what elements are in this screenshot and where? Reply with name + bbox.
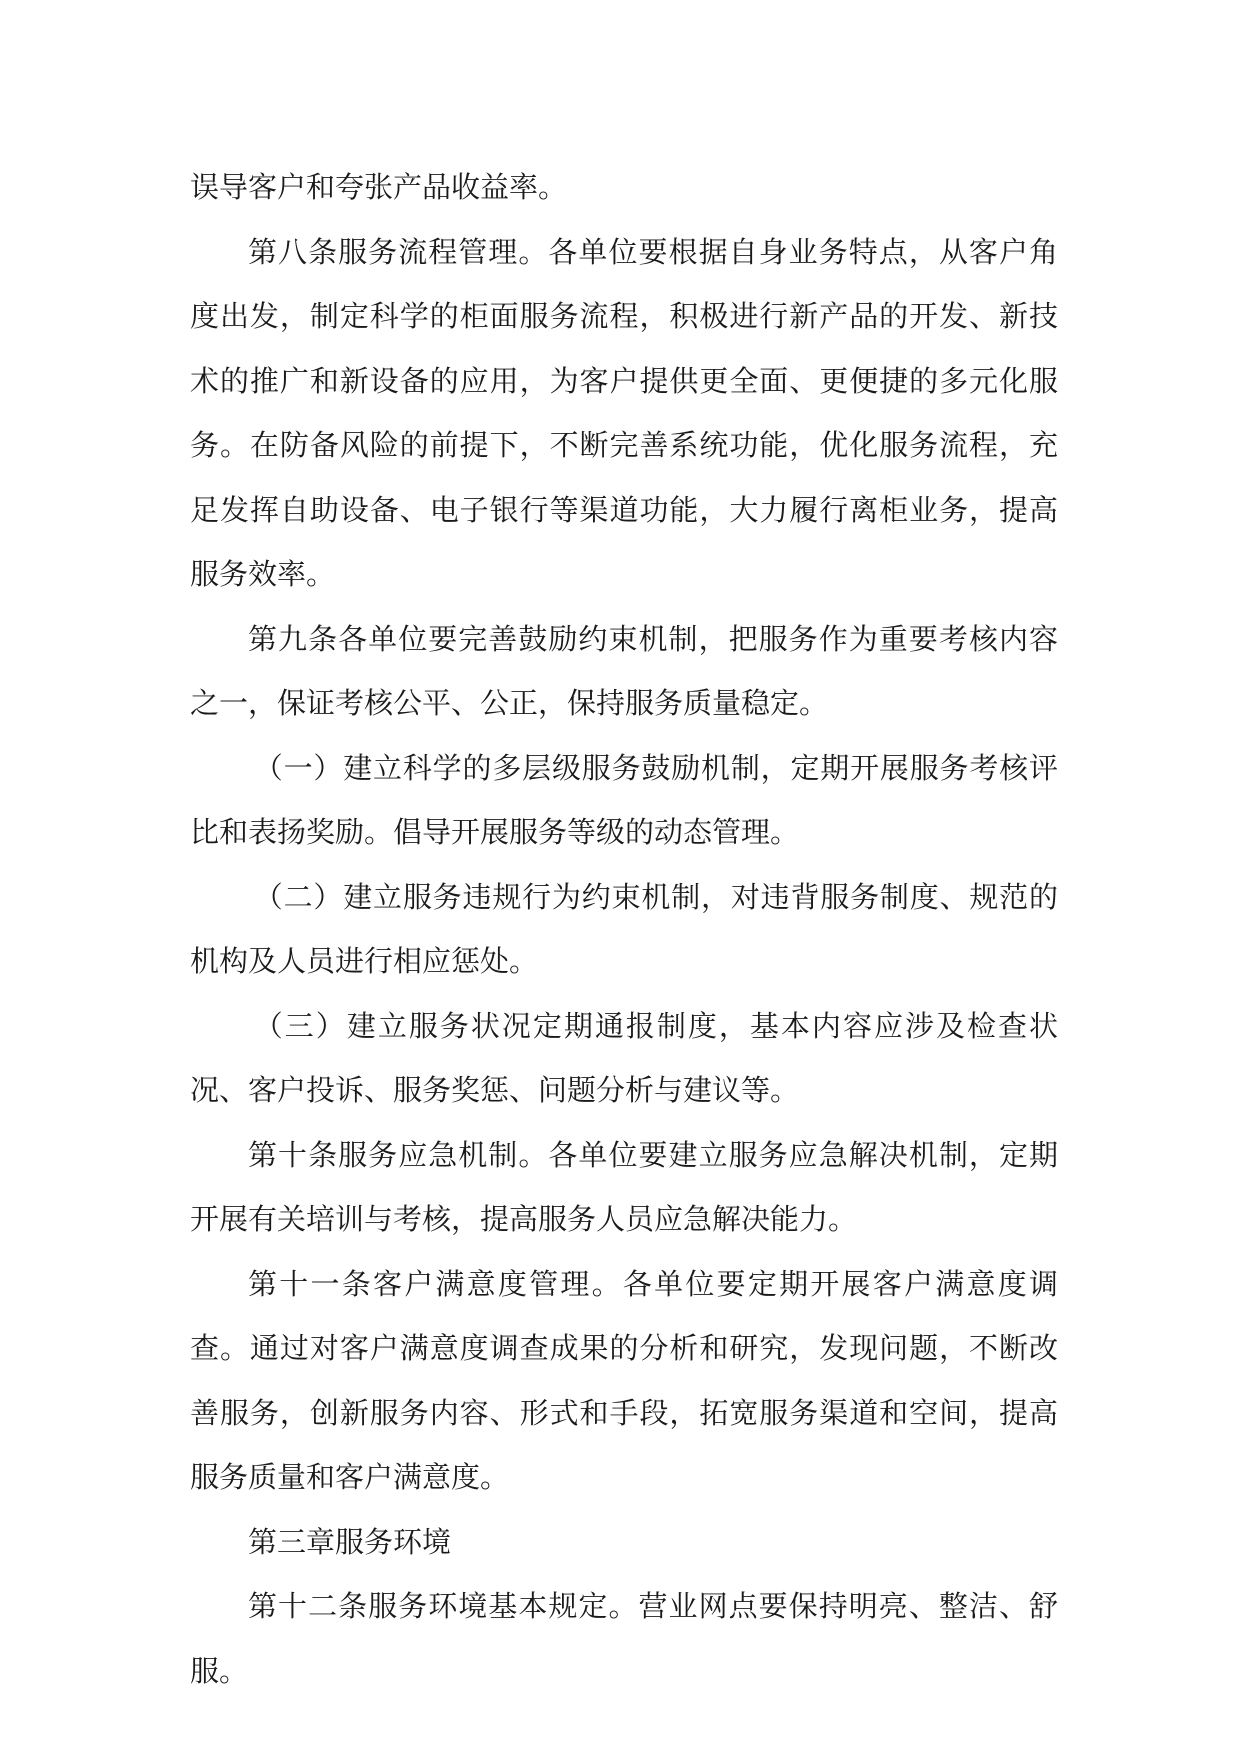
article-12-paragraph: 第十二条服务环境基本规定。营业网点要保持明亮、整洁、舒服。: [190, 1589, 1058, 1688]
article-9-paragraph: 第九条各单位要完善鼓励约束机制，把服务作为重要考核内容之一，保证考核公平、公正，保持服务质量稳定。: [190, 621, 1058, 720]
article-9-item-3: （三）建立服务状况定期通报制度，基本内容应涉及检查状况、客户投诉、服务奖惩、问题分析与建议等。: [190, 1008, 1058, 1107]
document-body: [190, 155, 1058, 1703]
article-11-paragraph: 第十一条客户满意度管理。各单位要定期开展客户满意度调查。通过对客户满意度调查成果的分析和研究，发现问题，不断改善服务，创新服务内容、形式和手段，拓宽服务渠道和空间，提高服务质量和客户满意度。: [190, 1266, 1058, 1494]
paragraph-continuation: 误导客户和夸张产品收益率。: [190, 170, 568, 204]
chapter-3-heading: 第三章服务环境: [248, 1524, 452, 1559]
article-8-paragraph: 第八条服务流程管理。各单位要根据自身业务特点，从客户角度出发，制定科学的柜面服务流程，积极进行新产品的开发、新技术的推广和新设备的应用，为客户提供更全面、更便捷的多元化服务。在防备风险的前提下，不断完善系统功能，优化服务流程，充足发挥自助设备、电子银行等渠道功能，大力履行离柜业务，提高服务效率。: [190, 234, 1058, 591]
article-10-paragraph: 第十条服务应急机制。各单位要建立服务应急解决机制，定期开展有关培训与考核，提高服务人员应急解决能力。: [190, 1137, 1058, 1236]
article-9-item-1: （一）建立科学的多层级服务鼓励机制，定期开展服务考核评比和表扬奖励。倡导开展服务等级的动态管理。: [190, 750, 1058, 849]
article-9-item-2: （二）建立服务违规行为约束机制，对违背服务制度、规范的机构及人员进行相应惩处。: [190, 879, 1058, 978]
